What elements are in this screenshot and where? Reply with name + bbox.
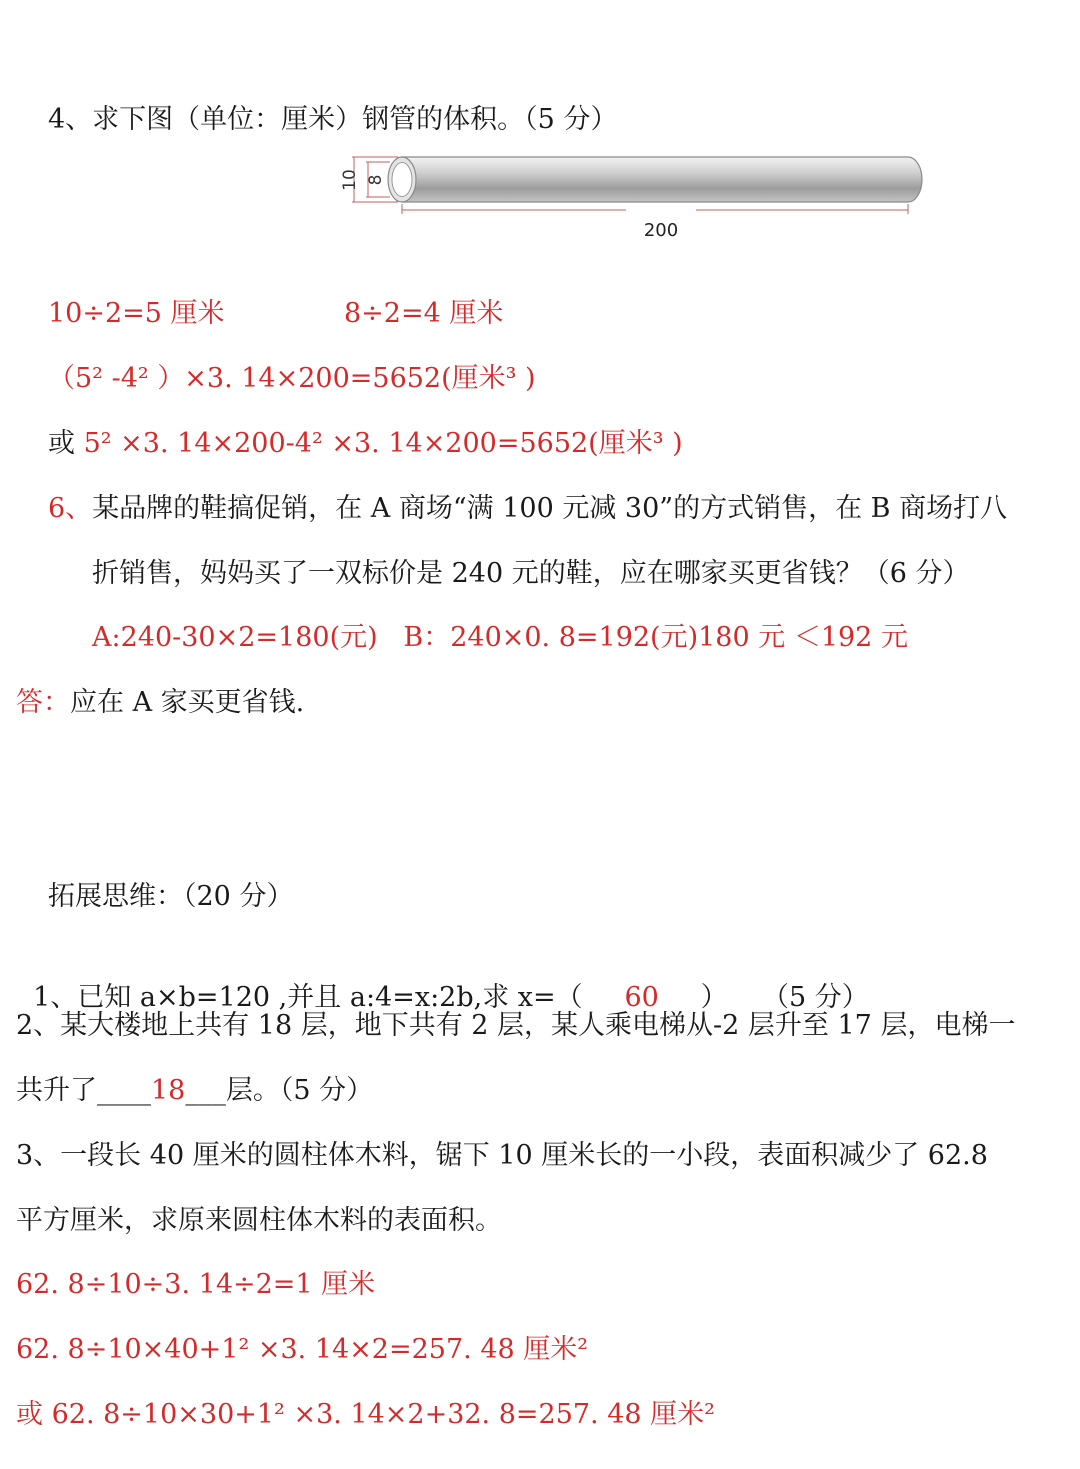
ext-q2-line-2 bbox=[16, 1073, 373, 1109]
q4-answer-radius-outer: 10÷2=5 厘米 bbox=[48, 298, 225, 329]
steel-pipe-figure bbox=[330, 140, 950, 250]
ext-q2-pre: 共升了____ bbox=[16, 1075, 151, 1106]
q6-answer-text: 应在 A 家买更省钱. bbox=[70, 687, 305, 718]
q4-alt-expression: 5² ×3. 14×200-4² ×3. 14×200=5652(厘米³ ) bbox=[83, 428, 683, 459]
q6-answer-label: 答： bbox=[16, 687, 70, 718]
ext-q3-answer-3: 或 62. 8÷10×30+1² ×3. 14×2+32. 8=257. 48 厘米² bbox=[16, 1399, 715, 1430]
q6-text-2: 折销售，妈妈买了一双标价是 240 元的鞋，应在哪家买更省钱？（6 分） bbox=[92, 558, 970, 589]
q6-number: 6、 bbox=[48, 493, 93, 524]
inner-diameter-label: 8 bbox=[366, 174, 386, 186]
q4-answer-volume: （5² -4² ）×3. 14×200=5652(厘米³ ) bbox=[48, 363, 536, 394]
ext-q3-answer-2: 62. 8÷10×40+1² ×3. 14×2=257. 48 厘米² bbox=[16, 1334, 589, 1365]
outer-diameter-label: 10 bbox=[340, 169, 360, 191]
q4-answer-radius-inner: 8÷2=4 厘米 bbox=[344, 298, 504, 329]
ext-q3-text-1: 3、一段长 40 厘米的圆柱体木料，锯下 10 厘米长的一小段，表面积减少了 62.8 bbox=[16, 1140, 988, 1171]
length-label: 200 bbox=[643, 220, 679, 241]
q4-title: 4、求下图（单位：厘米）钢管的体积。（5 分） bbox=[48, 104, 618, 135]
ext-q3-text-2: 平方厘米，求原来圆柱体木料的表面积。 bbox=[16, 1205, 502, 1236]
ext-q3-answer-1: 62. 8÷10÷3. 14÷2=1 厘米 bbox=[16, 1269, 376, 1300]
ext-q1 bbox=[16, 944, 869, 1016]
ext-q1-tail: ） （5 分） bbox=[700, 982, 869, 1013]
q6-text-1: 某品牌的鞋搞促销，在 A 商场“满 100 元减 30”的方式销售，在 B 商场打八 bbox=[92, 493, 1008, 524]
ext-q2-answer: 18 bbox=[151, 1075, 186, 1106]
q6-answer-calc: A:240-30×2=180(元) B：240×0. 8=192(元)180 元 ＜192 元 bbox=[92, 622, 908, 653]
q4-alt-prefix: 或 bbox=[48, 428, 75, 459]
ext-q2-post: ___层。（5 分） bbox=[185, 1075, 374, 1106]
ext-q2-text-1: 2、某大楼地上共有 18 层，地下共有 2 层，某人乘电梯从-2 层升至 17 层，电梯一 bbox=[16, 1010, 1016, 1041]
ext-q1-text: 1、已知 a×b=120 ,并且 a:4=x:2b,求 x=（ bbox=[33, 982, 583, 1013]
ext-q1-answer: 60 bbox=[624, 982, 659, 1013]
q4-answer-alt bbox=[48, 426, 683, 462]
q6-answer bbox=[16, 685, 304, 721]
extension-heading: 拓展思维：（20 分） bbox=[48, 881, 294, 912]
q6-line-1 bbox=[48, 491, 1007, 527]
